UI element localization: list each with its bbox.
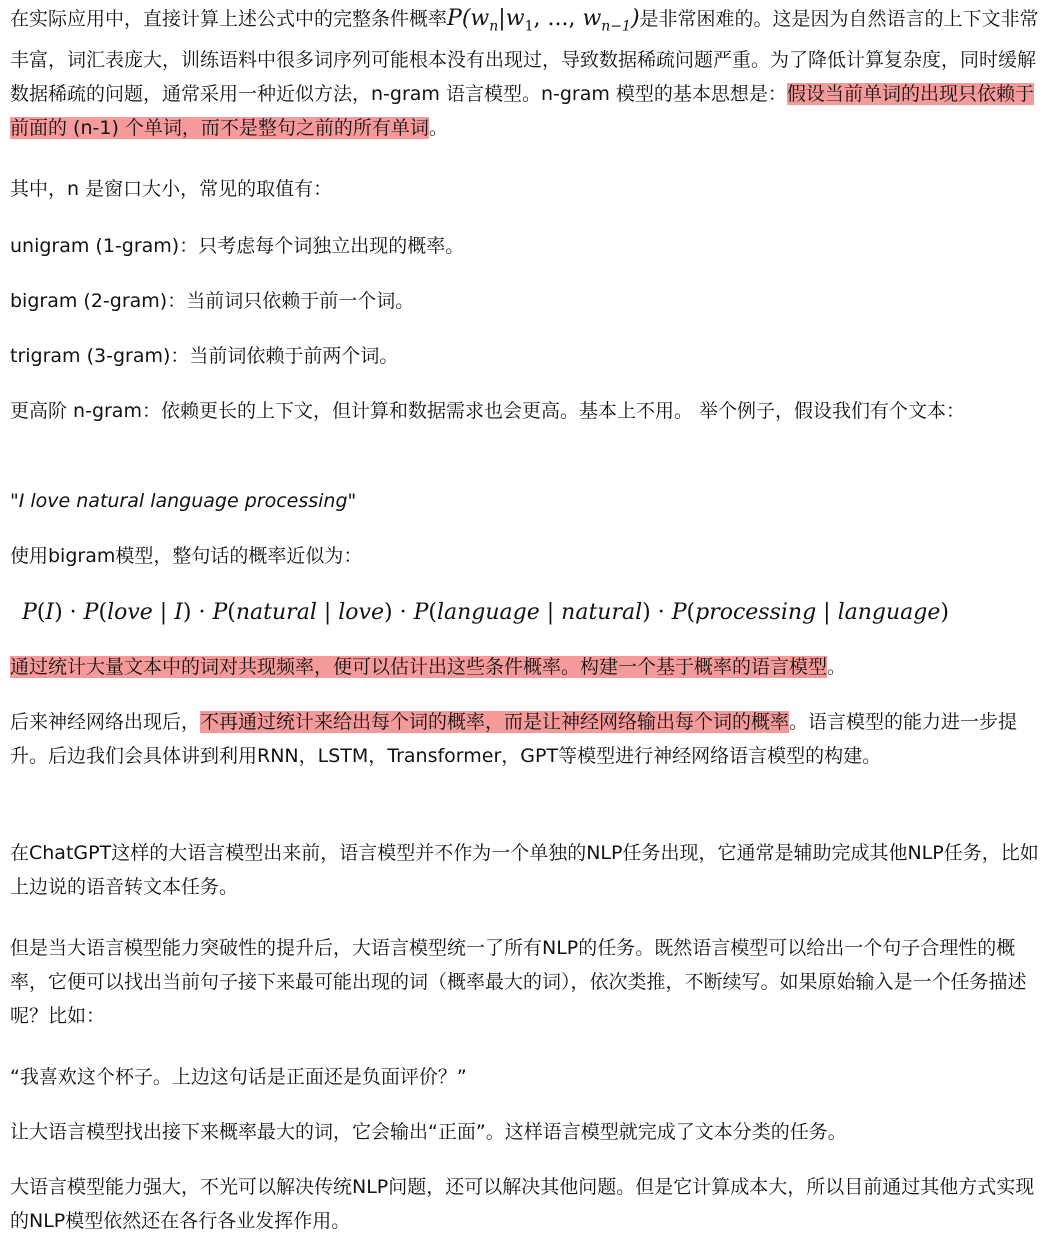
paragraph-window-size: 其中，n 是窗口大小，常见的取值有：	[10, 178, 333, 200]
highlighted-text: 不再通过统计来给出每个词的概率，而是让神经网络输出每个词的概率	[200, 711, 790, 733]
paragraph-llm-unify: 但是当大语言模型能力突破性的提升后，大语言模型统一了所有NLP的任务。既然语言模型可以给出一个句子合理性的概率，它便可以找出当前句子接下来最可能出现的词（概率最大的词），依次类推，不断续写。如果原始输入是一个任务描述呢？比如：	[10, 937, 1027, 1027]
paragraph-higher-order: 更高阶 n-gram：依赖更长的上下文，但计算和数据需求也会更高。基本上不用。 举个例子，假设我们有个文本：	[10, 400, 966, 422]
paragraph-neural-network: 后来神经网络出现后，不再通过统计来给出每个词的概率，而是让神经网络输出每个词的概率。语言模型的能力进一步提升。后边我们会具体讲到利用RNN，LSTM，Transformer，GPT等模型进行神经网络语言模型的构建。	[10, 711, 1018, 767]
highlighted-text: 通过统计大量文本中的词对共现频率，便可以估计出这些条件概率。构建一个基于概率的语言模型	[10, 656, 828, 678]
text-segment: 是非常困难的。这是因为自然语言的上下文非常丰富，词汇表庞大，训练语料中很多词序列可能根本没有出现过，导致数据稀疏问题严重。为了降低计算复杂度，同时缓解数据稀疏的问题，通常采用一种近似方法，n-gram 语言模型。n-gram 模型的基本思想是：	[10, 8, 1039, 106]
example-sentence: "I love natural language processing"	[10, 490, 357, 512]
paragraph-ngram-intro: 在实际应用中，直接计算上述公式中的完整条件概率$P(w_n|w_1$, ..., $w_{n-1}$)是非常困难的。这是因为自然语言的上下文非常丰富，词汇表庞大，训练语料中很多词序列可能根本没有出现过，导致数据稀疏问题严重。为了降低计算复杂度，同时缓解数据稀疏的问题，通常采用一种近似方法，n-gram 语言模型。n-gram 模型的基本思想是：假设当前单词的出现只依赖于前面的 (n-1) 个单词，而不是整句之前的所有单词。	[10, 6, 1039, 140]
paragraph-trigram: trigram (3-gram)：当前词依赖于前两个词。	[10, 345, 399, 367]
paragraph-unigram: unigram (1-gram)：只考虑每个词独立出现的概率。	[10, 235, 465, 257]
paragraph-bigram-formula-intro: 使用bigram模型，整句话的概率近似为：	[10, 545, 363, 567]
paragraph-conclusion: 大语言模型能力强大，不光可以解决传统NLP问题，还可以解决其他问题。但是它计算成本大，所以目前通过其他方式实现的NLP模型依然还在各行各业发挥作用。	[10, 1176, 1035, 1232]
paragraph-chatgpt: 在ChatGPT这样的大语言模型出来前，语言模型并不作为一个单独的NLP任务出现，它通常是辅助完成其他NLP任务，比如上边说的语音转文本任务。	[10, 842, 1039, 898]
paragraph-classification: 让大语言模型找出接下来概率最大的词，它会输出“正面”。这样语言模型就完成了文本分类的任务。	[10, 1121, 847, 1143]
highlighted-text: 假设当前单词的出现只依赖于前面的 (n-1) 个单词，而不是整句之前的所有单词	[10, 83, 1034, 140]
paragraph-bigram: bigram (2-gram)：当前词只依赖于前一个词。	[10, 290, 415, 312]
paragraph-statistics: 通过统计大量文本中的词对共现频率，便可以估计出这些条件概率。构建一个基于概率的语言模型。	[10, 656, 847, 678]
text-segment: 在实际应用中，直接计算上述公式中的完整条件概率	[10, 8, 448, 30]
bigram-probability-formula: P(I) · P(love | I) · P(natural | love) · P(language | natural) · P(processing | language)	[22, 600, 949, 625]
conditional-probability-formula: $P(w_n|w_1$, ..., $w_{n-1}$)	[447, 6, 640, 35]
paragraph-example-quote: “我喜欢这个杯子。上边这句话是正面还是负面评价？”	[10, 1066, 467, 1088]
